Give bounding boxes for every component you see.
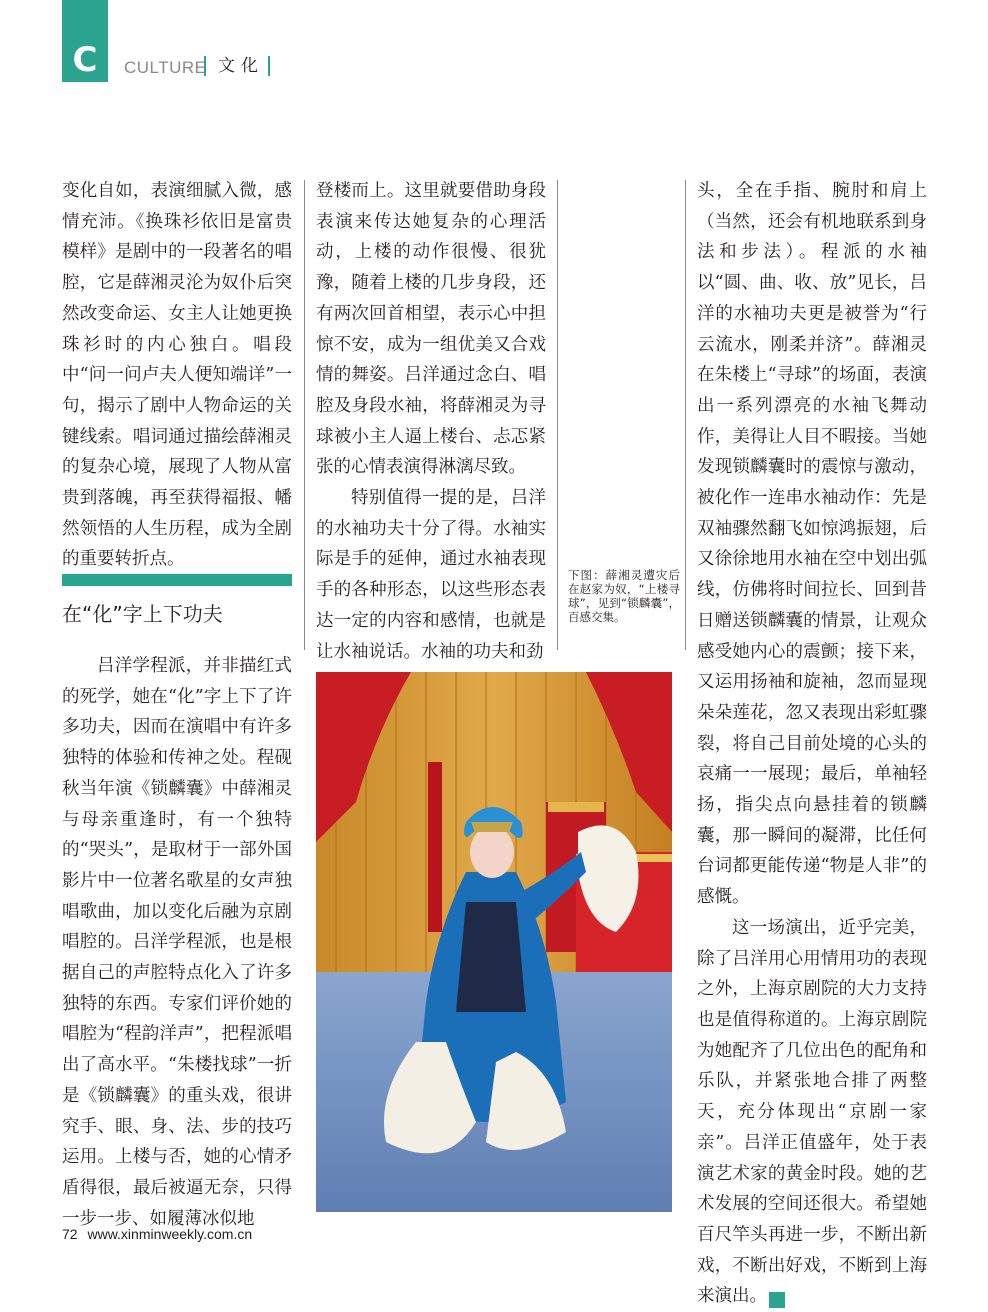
column-1-top (62, 176, 292, 575)
column-divider (557, 180, 558, 650)
section-label-en: CULTURE (124, 58, 207, 77)
paragraph: 特别值得一提的是，吕洋的水袖功夫十分了得。水袖实际是手的延伸，通过水袖表现手的各种形态，以这些形态表达一定的内容和感情，也就是让水袖说话。水袖的功夫和劲 (316, 488, 546, 662)
page-footer (62, 1226, 252, 1242)
page-number: 72 (62, 1226, 78, 1242)
column-3 (697, 176, 927, 1312)
paragraph: 变化自如，表演细腻入微，感情充沛。《换珠衫依旧是富贵模样》是剧中的一段著名的唱腔，它是薛湘灵沦为奴仆后突然改变命运、女主人让她更换珠衫时的内心独白。唱段中“问一问卢夫人便知端详”一句，揭示了剧中人物命运的关键线索。唱词通过描绘薛湘灵的复杂心境，展现了人物从富贵到落魄，再至获得福报、幡然领悟的人生历程，成为全剧的重要转折点。 (62, 181, 292, 570)
website-url: www.xinminweekly.com.cn (87, 1226, 253, 1242)
paragraph: 吕洋学程派，并非描红式的死学，她在“化”字上下了许多功夫，因而在演唱中有许多独特的体验和传神之处。程砚秋当年演《锁麟囊》中薛湘灵与母亲重逢时，有一个独特的“哭头”，是取材于一部外国影片中一位著名歌星的女声独唱歌曲，加以变化后融为京剧唱腔的。吕洋学程派，也是根据自己的声腔特点化入了许多独特的东西。专家们评价她的唱腔为“程韵洋声”，把程派唱出了高水平。“朱楼找球”一折是《锁麟囊》的重头戏，很讲究手、眼、身、法、步的技巧运用。上楼与否，她的心情矛盾得很，最后被逼无奈，只得一步一步、如履薄冰似地 (62, 656, 292, 1229)
subheading: 在“化”字上下功夫 (62, 602, 223, 626)
section-tab-letter: C (72, 40, 98, 80)
paragraph: 登楼而上。这里就要借助身段表演来传达她复杂的心理活动，上楼的动作很慢、很犹豫，随着上楼的几步身段，还有两次回首相望，表示心中担惊不安，成为一组优美又合戏情的舞姿。吕洋通过念白、唱腔及身段水袖，将薛湘灵为寻球被小主人逼上楼台、忐忑紧张的心情表演得淋漓尽致。 (316, 181, 546, 478)
paragraph: 头，全在手指、腕肘和肩上（当然，还会有机地联系到身法和步法）。程派的水袖以“圆、曲、收、放”见长，吕洋的水袖功夫更是被誉为“行云流水，刚柔并济”。薛湘灵在朱楼上“寻球”的场面，表演出一系列漂亮的水袖飞舞动作，美得让人目不暇接。当她发现锁麟囊时的震惊与激动，被化作一连串水袖动作：先是双袖骤然翻飞如惊鸿振翅，后又徐徐地用水袖在空中划出弧线，仿佛将时间拉长、回到昔日赠送锁麟囊的情景，让观众感受她内心的震颤；接下来，又运用扬袖和旋袖，忽而显现朵朵莲花，忽又表现出彩虹骤裂，将自己目前处境的心头的哀痛一一展现；最后，单袖轻扬，指尖点向悬挂着的锁麟囊，那一瞬间的凝滞，比任何台词都更能传递“物是人非”的感慨。 (697, 181, 927, 908)
paragraph (697, 913, 927, 1312)
subhead-rule (62, 574, 292, 586)
section-tab (62, 0, 108, 82)
column-1-bottom (62, 651, 292, 1234)
section-label-cn: 文化 (204, 56, 270, 76)
column-divider (304, 180, 305, 650)
photo-caption: 下图：薛湘灵遭灾后在赵家为奴，“上楼寻球”，见到“锁麟囊”，百感交集。 (568, 568, 680, 624)
end-mark-icon: 民 (769, 1292, 785, 1308)
column-2 (316, 176, 546, 667)
stage-photo (316, 672, 672, 1212)
paragraph-text: 这一场演出，近乎完美，除了吕洋用心用情用功的表现之外，上海京剧院的大力支持也是值得称道的。上海京剧院为她配齐了几位出色的配角和乐队，并紧张地合排了两整天，充分体现出“京剧一家亲”。吕洋正值盛年，处于表演艺术家的黄金时段。她的艺术发展的空间还很大。希望她百尺竿头再进一步，不断出新戏，不断出好戏，不断到上海来演出。 (697, 917, 927, 1307)
column-divider (685, 180, 686, 650)
